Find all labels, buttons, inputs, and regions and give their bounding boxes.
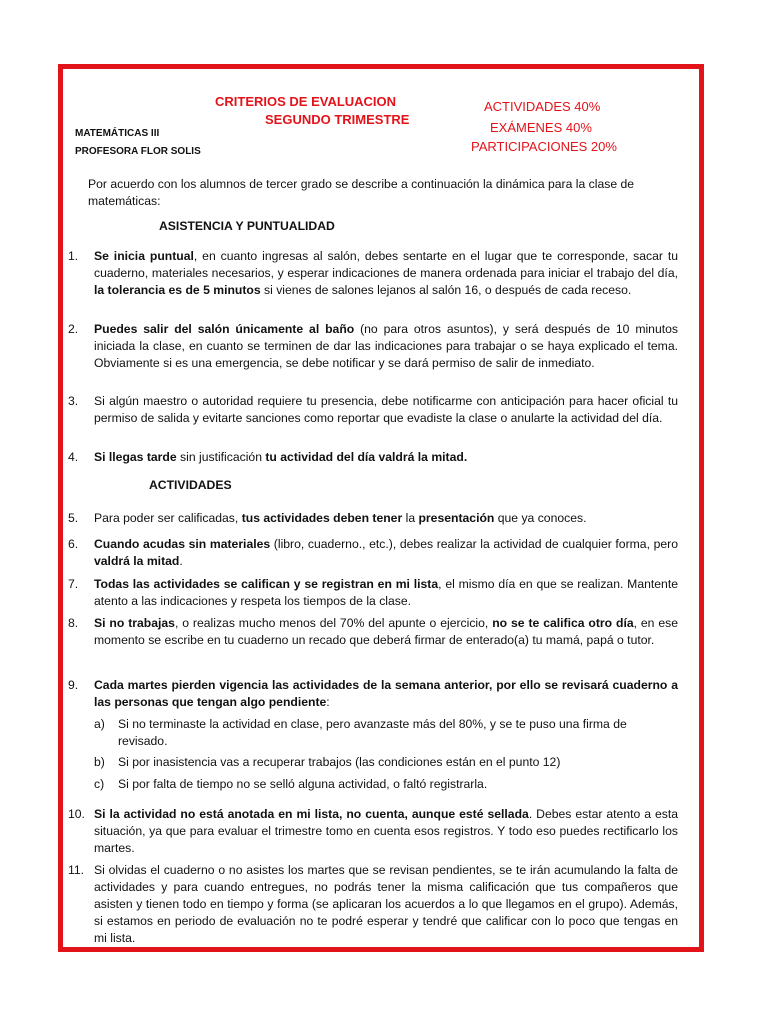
document-title: CRITERIOS DE EVALUACION [215,94,397,109]
rule-text-bold: Cada martes pierden vigencia las actividades de la semana anterior, por ello se revisará cuaderno a las personas que tengan algo pendiente [94,678,678,709]
rule-item [68,806,679,857]
rule-text-bold: Se inicia puntual [94,249,194,263]
rule-text: . Debes estar atento a esta situación, ya que para evaluar el trimestre tomo en cuenta esos registros. Y todo eso puedes rectificarlo los martes. [94,807,679,855]
rule-text-bold: Si no trabajas [94,616,175,630]
rule-number: 11. [68,863,85,877]
rule-text: que ya conoces. [494,511,587,525]
subitem-letter: c) [94,777,105,791]
section-heading-asistencia: ASISTENCIA Y PUNTUALIDAD [159,219,335,233]
rule-number: 8. [68,616,79,630]
section-heading-actividades: ACTIVIDADES [149,478,232,492]
rule-text: (libro, cuaderno., etc.), debes realizar la actividad de cualquier forma, pero [270,537,678,551]
rule-text: . [179,554,183,568]
rule-item [68,576,678,610]
rule-text-bold: Cuando acudas sin materiales [94,537,271,551]
rule-text-bold: Todas las actividades se califican y se registran en mi lista [94,577,439,591]
rule-item [68,248,678,299]
rule-item [68,321,678,372]
rule-text-bold: tus actividades deben tener [241,511,403,525]
rule-number: 10. [68,807,85,821]
rule-text: , en cuanto ingresas al salón, debes sentarte en el lugar que te corresponde, sacar tu cuaderno, materiales necesarios, y esperar indicaciones de manera ordenada para iniciar el trabajo del día, [94,249,678,280]
rule-text-bold: Si llegas tarde [94,450,177,464]
subitem-text: Si por inasistencia vas a recuperar trabajos (las condiciones están en el punto 12) [118,755,561,769]
rule-text: sin justificación [176,450,266,464]
weight-examenes: EXÁMENES 40% [490,120,592,135]
subitem-letter: b) [94,755,105,769]
rule-item [68,510,678,527]
weight-actividades: ACTIVIDADES 40% [484,99,601,114]
teacher-name: PROFESORA FLOR SOLIS [75,146,201,157]
document-subtitle: SEGUNDO TRIMESTRE [265,112,410,127]
rule-text-bold: tu actividad del día valdrá la mitad. [265,450,468,464]
subitem [94,716,678,750]
rule-text-bold: presentación [418,511,495,525]
rule-item [68,677,678,711]
rule-text-bold: Si la actividad no está anotada en mi lista, no cuenta, aunque esté sellada [94,807,529,821]
rule-number: 7. [68,577,79,591]
rule-text: : [326,695,330,709]
rule-text: la [402,511,419,525]
weight-participaciones: PARTICIPACIONES 20% [471,139,617,154]
rule-number: 6. [68,537,79,551]
subitem [94,754,678,771]
rule-number: 3. [68,394,79,408]
rule-text-bold: no se te califica otro día [492,616,634,630]
rule-text: Para poder ser calificadas, [94,511,242,525]
rule-number: 5. [68,511,79,525]
rule-text-bold: valdrá la mitad [94,554,180,568]
rule-number: 2. [68,322,79,336]
rule-text-bold: la tolerancia es de 5 minutos [94,283,261,297]
rule-number: 4. [68,450,79,464]
subitem [94,776,678,793]
subitem-letter: a) [94,717,105,731]
rule-text: (no para otros asuntos), y será después de 10 minutos iniciada la clase, en cuanto se terminen de dar las indicaciones para trabajar o se haya explicado el tema. Obviamente si es una emergencia, se debe notificar y se dará permiso de salir de inmediato. [94,322,678,370]
rule-item [68,536,678,570]
rule-number: 9. [68,678,79,692]
rule-number: 1. [68,249,79,263]
rule-text: si vienes de salones lejanos al salón 16, o después de cada receso. [260,283,632,297]
rule-item [68,862,678,947]
rule-text: , el mismo día en que se realizan. Mantente atento a las indicaciones y respeta los tiempos de la clase. [94,577,678,608]
subitem-text: Si no terminaste la actividad en clase, pero avanzaste más del 80%, y se te puso una firma de revisado. [118,717,627,748]
rule-text: , o realizas mucho menos del 70% del apunte o ejercicio, [174,616,493,630]
subject-name: MATEMÁTICAS III [75,128,160,139]
rule-text: , en ese momento se escribe en tu cuaderno un recado que deberá firmar de enterado(a) tu mamá, papá o tutor. [94,616,679,647]
rule-item [68,393,678,427]
rule-item [68,615,679,649]
rule-item [68,449,678,466]
rule-text: Si algún maestro o autoridad requiere tu presencia, debe notificarme con anticipación para hacer oficial tu permiso de salida y evitarte sanciones como reportar que evadiste la clase o anularte la actividad del día. [94,394,678,425]
intro-paragraph: Por acuerdo con los alumnos de tercer grado se describe a continuación la dinámica para la clase de matemáticas: [88,177,635,208]
subitem-text: Si por falta de tiempo no se selló alguna actividad, o faltó registrarla. [118,777,488,791]
rule-text: Si olvidas el cuaderno o no asistes los martes que se revisan pendientes, se te irán acumulando la falta de actividades y para cuando entregues, no podrás tener la misma calificación que tus compañeros que asisten y tienen todo en tiempo y forma (se aplicaran los acuerdos a lo que llegamos en el grupo). Además, si estamos en periodo de evaluación no te podré esperar y tendré que calificar con lo poco que tengas en mi lista. [94,863,678,945]
rule-text-bold: Puedes salir del salón únicamente al baño [94,322,355,336]
